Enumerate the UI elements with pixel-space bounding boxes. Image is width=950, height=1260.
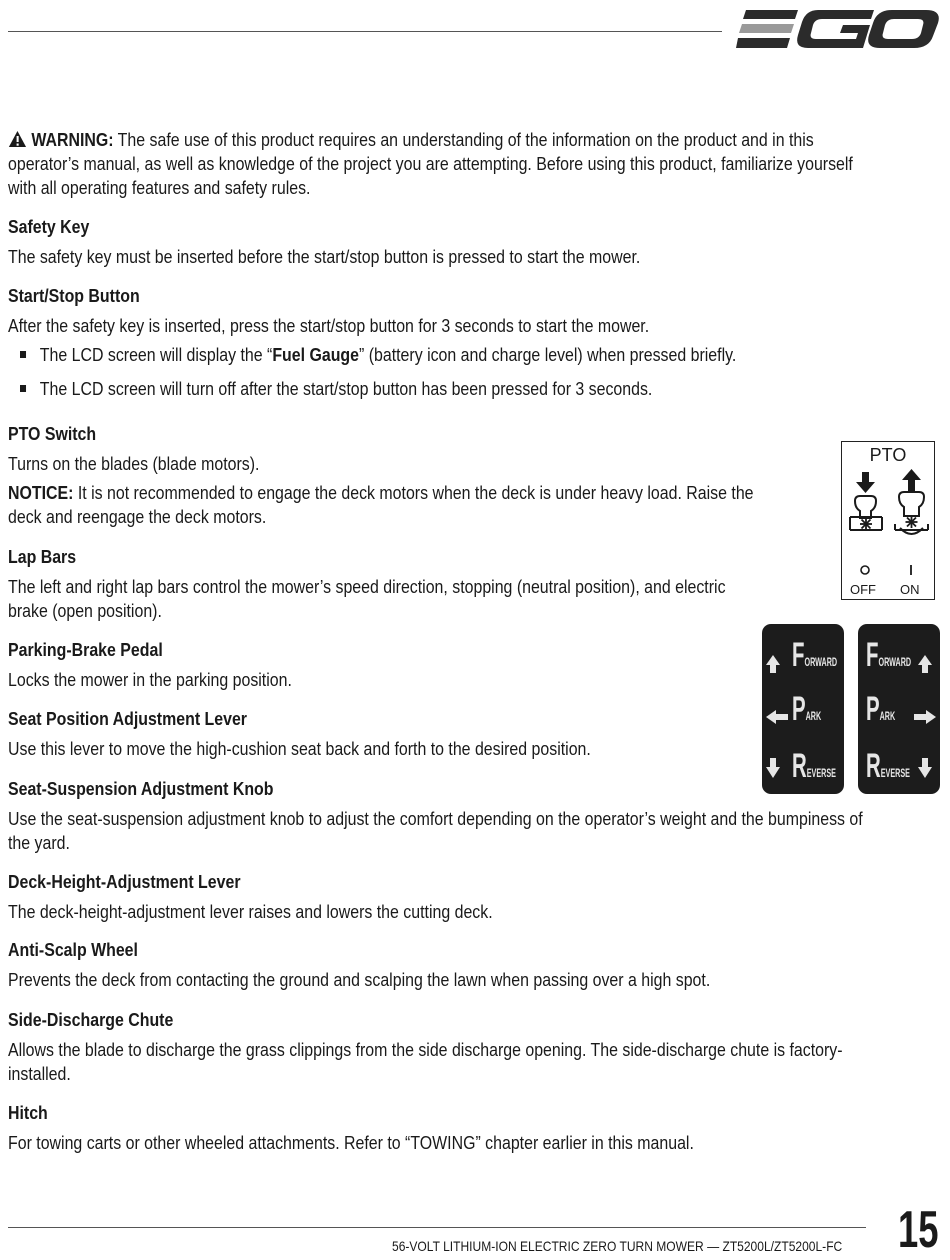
lap-bar-decal-right <box>858 624 940 794</box>
bullet-item: The LCD screen will turn off after the start/stop button has been pressed for 3 seconds. <box>8 377 853 401</box>
lap-bar-decal-left <box>762 624 844 794</box>
bullet-square-icon <box>20 385 26 392</box>
section-title: PTO Switch <box>8 423 97 444</box>
blade-star-icon <box>860 518 872 530</box>
warning-text-3: with all operating features and safety rules. <box>8 177 311 198</box>
forward-label: FORWARD <box>792 636 838 674</box>
notice-text-1: It is not recommended to engage the deck motors when the deck is under heavy load. Raise the <box>77 482 754 503</box>
section-side-discharge: Side-Discharge Chute Allows the blade to discharge the grass clippings from the side discharge opening. The side-discharge chute is factory- installed. <box>8 1009 843 1084</box>
bullet-item: The LCD screen will display the “Fuel Gauge” (battery icon and charge level) when pressed briefly. <box>8 343 853 367</box>
warning-text-2: operator’s manual, as well as knowledge of the project you are attempting. Before using this product, familiarize yourself <box>8 153 853 174</box>
pto-switch-icon <box>842 466 936 578</box>
section-title: Deck-Height-Adjustment Lever <box>8 871 241 892</box>
warning-block <box>8 128 950 200</box>
footer-rule <box>8 1227 866 1228</box>
section-start-stop <box>8 284 853 401</box>
notice-text-2: deck and reengage the deck motors. <box>8 506 267 527</box>
footer-title: 56-VOLT LITHIUM-ION ELECTRIC ZERO TURN MOWER — ZT5200L/ZT5200L-FC <box>392 1238 843 1254</box>
park-label: PARK <box>792 690 822 728</box>
arrow-down-icon <box>856 472 875 493</box>
pto-on-label: ON <box>900 582 920 597</box>
bullet-square-icon <box>20 351 26 358</box>
header-rule <box>8 31 722 32</box>
forward-label: FORWARD <box>866 636 912 674</box>
section-title: Seat Position Adjustment Lever <box>8 708 247 729</box>
section-seat-position: Seat Position Adjustment Lever Use this lever to move the high-cushion seat back and forth to the desired position. <box>8 708 591 759</box>
section-anti-scalp: Anti-Scalp Wheel Prevents the deck from contacting the ground and scalping the lawn when passing over a high spot. <box>8 939 711 990</box>
section-body: Turns on the blades (blade motors). <box>8 453 260 474</box>
section-parking-brake: Parking-Brake Pedal Locks the mower in the parking position. <box>8 639 292 690</box>
section-title: Safety Key <box>8 216 90 237</box>
warning-label: WARNING: <box>31 129 114 150</box>
pto-diagram-title: PTO <box>869 445 907 465</box>
arrow-right-icon <box>914 710 936 724</box>
section-title: Parking-Brake Pedal <box>8 639 163 660</box>
reverse-label: REVERSE <box>866 747 910 785</box>
off-symbol <box>861 566 869 574</box>
arrow-left-icon <box>766 710 788 724</box>
section-lap-bars: Lap Bars The left and right lap bars control the mower’s speed direction, stopping (neutral position), and electric brake (open position). <box>8 546 726 621</box>
section-title: Lap Bars <box>8 546 77 567</box>
pto-switch-diagram <box>841 441 935 600</box>
page-number: 15 <box>898 1201 939 1259</box>
section-body: The safety key must be inserted before the start/stop button is pressed to start the mower. <box>8 246 641 267</box>
arrow-down-icon <box>918 758 932 778</box>
warning-triangle-icon <box>8 130 27 148</box>
arrow-up-icon <box>918 655 932 673</box>
park-label: PARK <box>866 690 896 728</box>
section-pto <box>8 422 875 529</box>
reverse-label: REVERSE <box>792 747 836 785</box>
arrow-down-icon <box>766 758 780 778</box>
section-hitch: Hitch For towing carts or other wheeled attachments. Refer to “TOWING” chapter earlier in this manual. <box>8 1102 694 1153</box>
section-seat-suspension: Seat-Suspension Adjustment Knob Use the seat-suspension adjustment knob to adjust the comfort depending on the operator’s weight and the bumpiness of the yard. <box>8 778 863 853</box>
section-body: After the safety key is inserted, press the start/stop button for 3 seconds to start the mower. <box>8 315 650 336</box>
section-title: Anti-Scalp Wheel <box>8 939 138 960</box>
notice-label: NOTICE: <box>8 482 74 503</box>
section-safety-key <box>8 215 743 269</box>
ego-logo <box>736 8 940 54</box>
warning-text-1: The safe use of this product requires an understanding of the information on the product and in this <box>117 129 814 150</box>
warning-line-1 <box>8 128 950 152</box>
section-title: Start/Stop Button <box>8 285 140 306</box>
section-title: Seat-Suspension Adjustment Knob <box>8 778 274 799</box>
section-title: Side-Discharge Chute <box>8 1009 174 1030</box>
arrow-up-icon <box>766 655 780 673</box>
section-deck-height: Deck-Height-Adjustment Lever The deck-height-adjustment lever raises and lowers the cutting deck. <box>8 871 493 922</box>
blade-star-icon <box>906 516 918 528</box>
pto-off-label: OFF <box>850 582 876 597</box>
arrow-up-icon <box>902 469 921 491</box>
section-title: Hitch <box>8 1102 48 1123</box>
